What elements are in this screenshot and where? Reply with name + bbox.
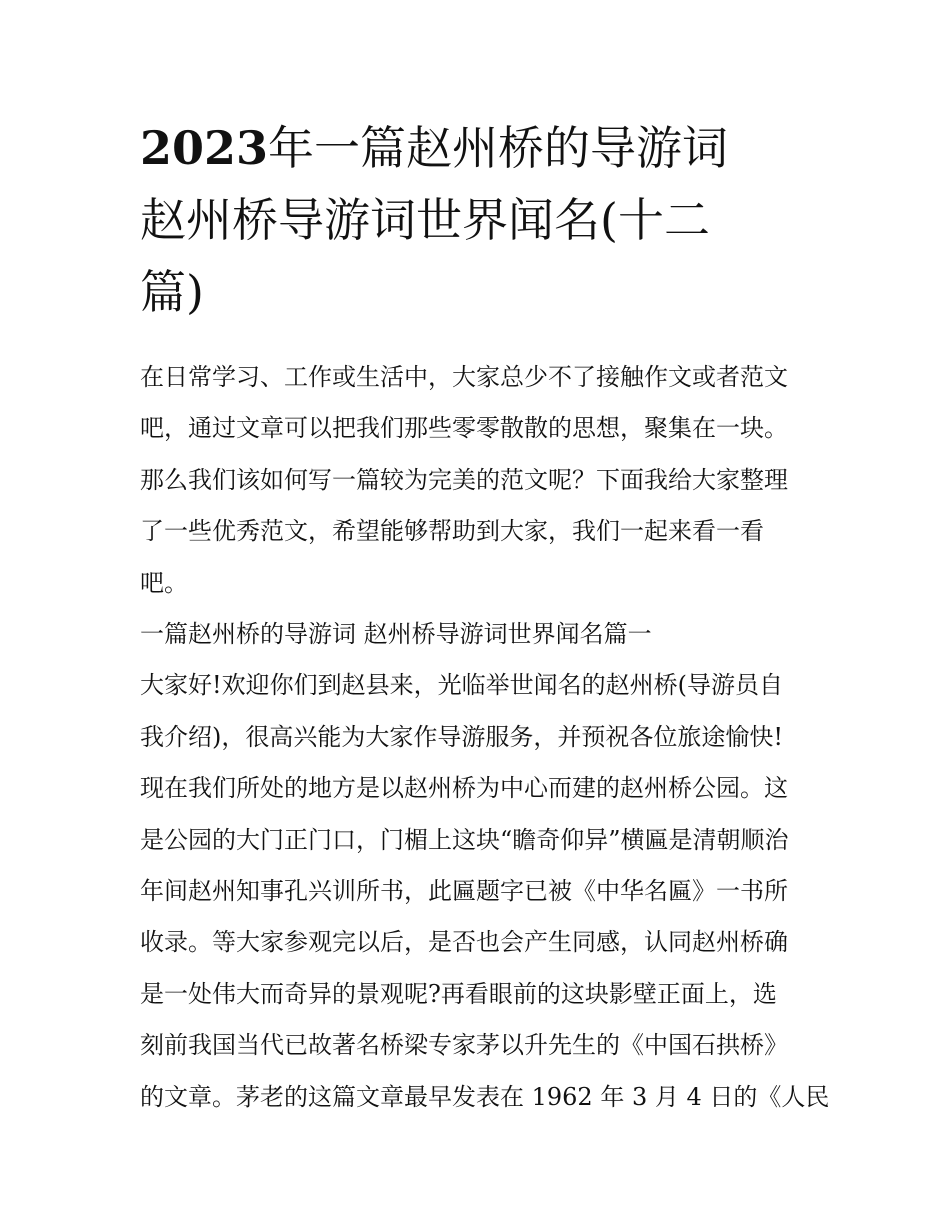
body-line: 那么我们该如何写一篇较为完美的范文呢？下面我给大家整理	[140, 465, 788, 494]
title-line-3: 篇)	[140, 265, 204, 319]
body-line: 大家好!欢迎你们到赵县来，光临举世闻名的赵州桥(导游员自	[140, 671, 784, 700]
title-year: 2023	[140, 121, 269, 175]
section-heading: 一篇赵州桥的导游词 赵州桥导游词世界闻名篇一	[140, 620, 652, 649]
title-line-1-text: 年一篇赵州桥的导游词	[268, 121, 729, 175]
title-line-1	[140, 112, 820, 184]
body-line: 吧。	[140, 568, 188, 597]
body-line: 我介绍)，很高兴能为大家作导游服务，并预祝各位旅途愉快!	[140, 722, 784, 751]
document-body	[140, 352, 830, 1123]
body-line: 年间赵州知事孔兴训所书，此匾题字已被《中华名匾》一书所	[140, 877, 788, 906]
body-line: 在日常学习、工作或生活中，大家总少不了接触作文或者范文	[140, 363, 788, 391]
body-line: 了一些优秀范文，希望能够帮助到大家，我们一起来看一看	[140, 517, 764, 546]
body-line: 现在我们所处的地方是以赵州桥为中心而建的赵州桥公园。这	[140, 774, 788, 803]
body-line: 是公园的大门正门口，门楣上这块“瞻奇仰异”横匾是清朝顺治	[140, 825, 789, 854]
body-line: 是一处伟大而奇异的景观呢?再看眼前的这块影壁正面上，选	[140, 979, 777, 1008]
body-line: 吧，通过文章可以把我们那些零零散散的思想，聚集在一块。	[140, 414, 788, 443]
title-line-2: 赵州桥导游词世界闻名(十二	[140, 193, 710, 247]
body-line: 刻前我国当代已故著名桥梁专家茅以升先生的《中国石拱桥》	[140, 1031, 788, 1060]
body-line: 收录。等大家参观完以后，是否也会产生同感，认同赵州桥确	[140, 928, 788, 957]
document-title	[140, 112, 820, 328]
body-line: 的文章。茅老的这篇文章最早发表在 1962 年 3 月 4 日的《人民	[140, 1082, 830, 1111]
